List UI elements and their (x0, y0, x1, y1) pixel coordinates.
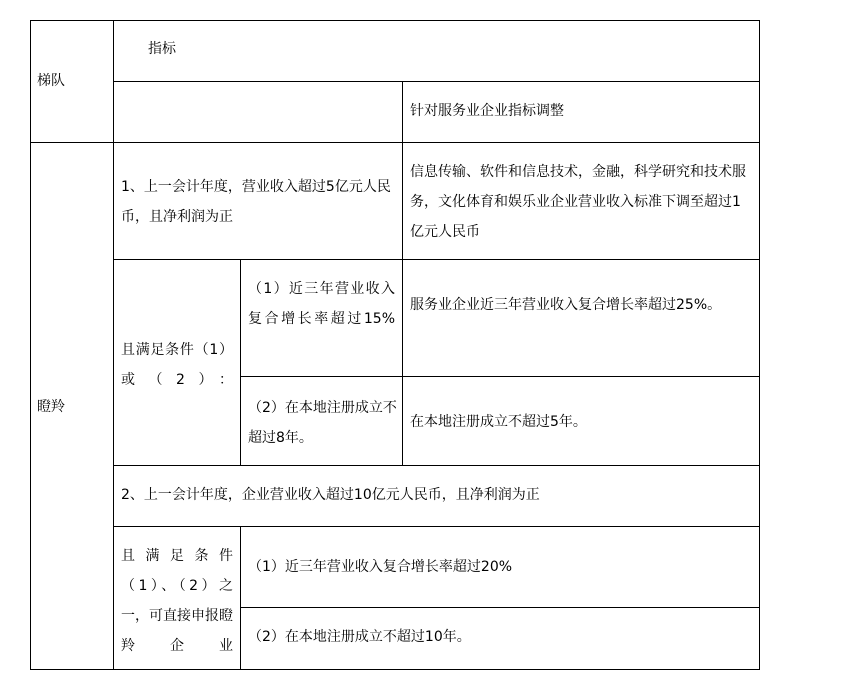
criterion-2-condition-2: （2）在本地注册成立不超过10年。 (248, 629, 471, 645)
row-divider (113, 526, 759, 527)
row-divider (240, 376, 759, 377)
criterion-1-condition-2: （2）在本地注册成立不超过8年。 (248, 400, 397, 446)
criterion-2-condition-1: （1）近三年营业收入复合增长率超过20% (248, 559, 513, 575)
criterion-1-condition-2-service: 在本地注册成立不超过5年。 (410, 414, 587, 430)
criterion-1-condition-label: 且满足条件（1）或（2）： (121, 342, 233, 388)
criterion-1-service: 信息传输、软件和信息技术，金融，科学研究和技术服务，文化体育和娱乐业企业营业收入标准下调至超过1亿元人民币 (410, 164, 746, 240)
criterion-2-main: 2、上一会计年度，企业营业收入超过10亿元人民币，且净利润为正 (121, 487, 540, 503)
indicator-header: 指标 (148, 41, 176, 57)
table-border-top (30, 20, 759, 21)
column-divider (240, 526, 241, 670)
row-divider (113, 465, 759, 466)
service-adjust-header: 针对服务业企业指标调整 (410, 103, 564, 119)
table-border-left (30, 20, 31, 670)
criterion-1-main: 1、上一会计年度，营业收入超过5亿元人民币，且净利润为正 (121, 179, 391, 225)
tier-name: 瞪羚 (37, 399, 65, 415)
column-divider (402, 81, 403, 466)
criterion-1-condition-1-service: 服务业企业近三年营业收入复合增长率超过25%。 (410, 297, 722, 313)
row-divider (113, 81, 759, 82)
table-border-bottom (30, 669, 759, 670)
criterion-1-condition-1: （1）近三年营业收入复合增长率超过15% (248, 281, 395, 327)
column-divider (240, 259, 241, 466)
row-divider (240, 607, 759, 608)
row-divider (113, 259, 759, 260)
tier-header: 梯队 (37, 73, 65, 89)
row-divider (30, 142, 759, 143)
column-divider (113, 20, 114, 670)
criterion-2-condition-label: 且满足条件（1）、（2）之一，可直接申报瞪羚企业 (121, 548, 233, 654)
table-border-right (759, 20, 760, 670)
